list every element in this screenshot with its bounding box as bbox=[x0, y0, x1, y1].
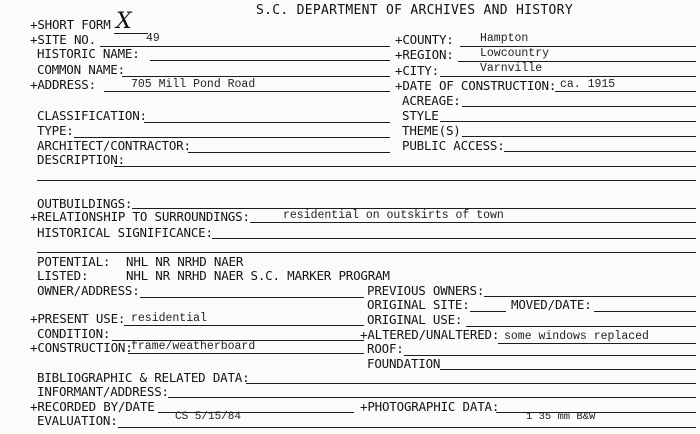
city-label: +CITY: bbox=[395, 63, 439, 78]
listed-label: LISTED: bbox=[37, 268, 89, 283]
relationship-value: residential on outskirts of town bbox=[283, 209, 504, 222]
classification-line bbox=[144, 122, 390, 123]
classification-label: CLASSIFICATION: bbox=[37, 108, 147, 123]
description-line-1 bbox=[114, 166, 696, 167]
date-of-construction-line bbox=[555, 91, 696, 92]
bibliographic-line bbox=[246, 383, 696, 384]
city-value: Varnville bbox=[480, 62, 543, 75]
listed-options: NHL NR NRHD NAER S.C. MARKER PROGRAM bbox=[126, 268, 390, 283]
historic-name-line bbox=[150, 60, 390, 61]
present-use-label: +PRESENT USE: bbox=[30, 311, 126, 326]
roof-line bbox=[404, 355, 696, 356]
previous-owners-label: PREVIOUS OWNERS: bbox=[367, 283, 485, 298]
construction-label: +CONSTRUCTION: bbox=[30, 340, 133, 355]
address-line bbox=[104, 91, 390, 92]
site-no-line bbox=[100, 46, 390, 47]
style-label: STYLE bbox=[402, 108, 439, 123]
region-value: Lowcountry bbox=[480, 47, 550, 60]
form-title: S.C. DEPARTMENT OF ARCHIVES AND HISTORY bbox=[256, 3, 573, 18]
description-label: DESCRIPTION: bbox=[37, 152, 125, 167]
type-label: TYPE: bbox=[37, 123, 74, 138]
bibliographic-label: BIBLIOGRAPHIC & RELATED DATA: bbox=[37, 370, 250, 385]
county-value: Hampton bbox=[480, 32, 529, 45]
themes-line bbox=[462, 136, 696, 137]
owner-address-label: OWNER/ADDRESS: bbox=[37, 283, 140, 298]
common-name-line bbox=[122, 76, 390, 77]
city-line bbox=[440, 76, 696, 77]
site-no-label: +SITE NO. bbox=[30, 32, 96, 47]
date-of-construction-value: ca. 1915 bbox=[560, 78, 616, 91]
region-label: +REGION: bbox=[395, 47, 454, 62]
informant-line bbox=[168, 397, 696, 398]
short-form-label: +SHORT FORM bbox=[30, 17, 111, 32]
common-name-label: COMMON NAME: bbox=[37, 62, 125, 77]
evaluation-label: EVALUATION: bbox=[37, 413, 118, 428]
relationship-line bbox=[250, 222, 696, 223]
site-no-value: 49 bbox=[146, 32, 160, 45]
date-of-construction-label: +DATE OF CONSTRUCTION: bbox=[395, 78, 557, 93]
informant-label: INFORMANT/ADDRESS: bbox=[37, 384, 169, 399]
architect-line bbox=[188, 152, 390, 153]
outbuildings-label: OUTBUILDINGS: bbox=[37, 196, 133, 211]
original-use-label: ORIGINAL USE: bbox=[367, 312, 463, 327]
photographic-value: 1 35 mm B&W bbox=[526, 411, 596, 423]
present-use-line bbox=[124, 325, 364, 326]
themes-label: THEME(S) bbox=[402, 123, 461, 138]
moved-date-line bbox=[594, 311, 696, 312]
public-access-label: PUBLIC ACCESS: bbox=[402, 138, 505, 153]
recorded-by-value: CS 5/15/84 bbox=[175, 411, 242, 423]
historical-significance-label: HISTORICAL SIGNIFICANCE: bbox=[37, 225, 213, 240]
style-line bbox=[440, 121, 696, 122]
evaluation-line bbox=[118, 427, 696, 428]
historical-significance-line-2 bbox=[37, 252, 696, 253]
original-site-line bbox=[470, 311, 506, 312]
description-line-2 bbox=[37, 180, 696, 181]
foundation-label: FOUNDATION bbox=[367, 356, 441, 371]
county-label: +COUNTY: bbox=[395, 32, 454, 47]
architect-label: ARCHITECT/CONTRACTOR: bbox=[37, 138, 191, 153]
potential-label: POTENTIAL: bbox=[37, 254, 111, 269]
altered-value: some windows replaced bbox=[504, 330, 649, 343]
relationship-label: +RELATIONSHIP TO SURROUNDINGS: bbox=[30, 209, 250, 224]
historic-name-label: HISTORIC NAME: bbox=[37, 46, 140, 61]
altered-line bbox=[498, 343, 696, 344]
recorded-by-label: +RECORDED BY/DATE bbox=[30, 399, 155, 414]
historical-significance-line bbox=[212, 238, 696, 239]
address-label: +ADDRESS: bbox=[30, 77, 96, 92]
public-access-line bbox=[504, 151, 696, 152]
owner-address-line bbox=[140, 297, 364, 298]
condition-label: CONDITION: bbox=[37, 326, 111, 341]
acreage-label: ACREAGE: bbox=[402, 93, 461, 108]
moved-date-label: MOVED/DATE: bbox=[511, 297, 592, 312]
potential-options: NHL NR NRHD NAER bbox=[126, 254, 244, 269]
short-form-line bbox=[114, 33, 148, 34]
short-form-mark: X bbox=[116, 9, 132, 34]
roof-label: ROOF: bbox=[367, 341, 404, 356]
original-use-line bbox=[466, 326, 696, 327]
address-value: 705 Mill Pond Road bbox=[131, 78, 256, 91]
construction-line bbox=[128, 353, 364, 354]
acreage-line bbox=[462, 106, 696, 107]
present-use-value: residential bbox=[131, 312, 207, 325]
original-site-label: ORIGINAL SITE: bbox=[367, 297, 470, 312]
foundation-line bbox=[440, 369, 696, 370]
altered-label: +ALTERED/UNALTERED: bbox=[360, 327, 500, 342]
construction-value: frame/weatherboard bbox=[131, 340, 256, 353]
photographic-label: +PHOTOGRAPHIC DATA: bbox=[360, 399, 500, 414]
